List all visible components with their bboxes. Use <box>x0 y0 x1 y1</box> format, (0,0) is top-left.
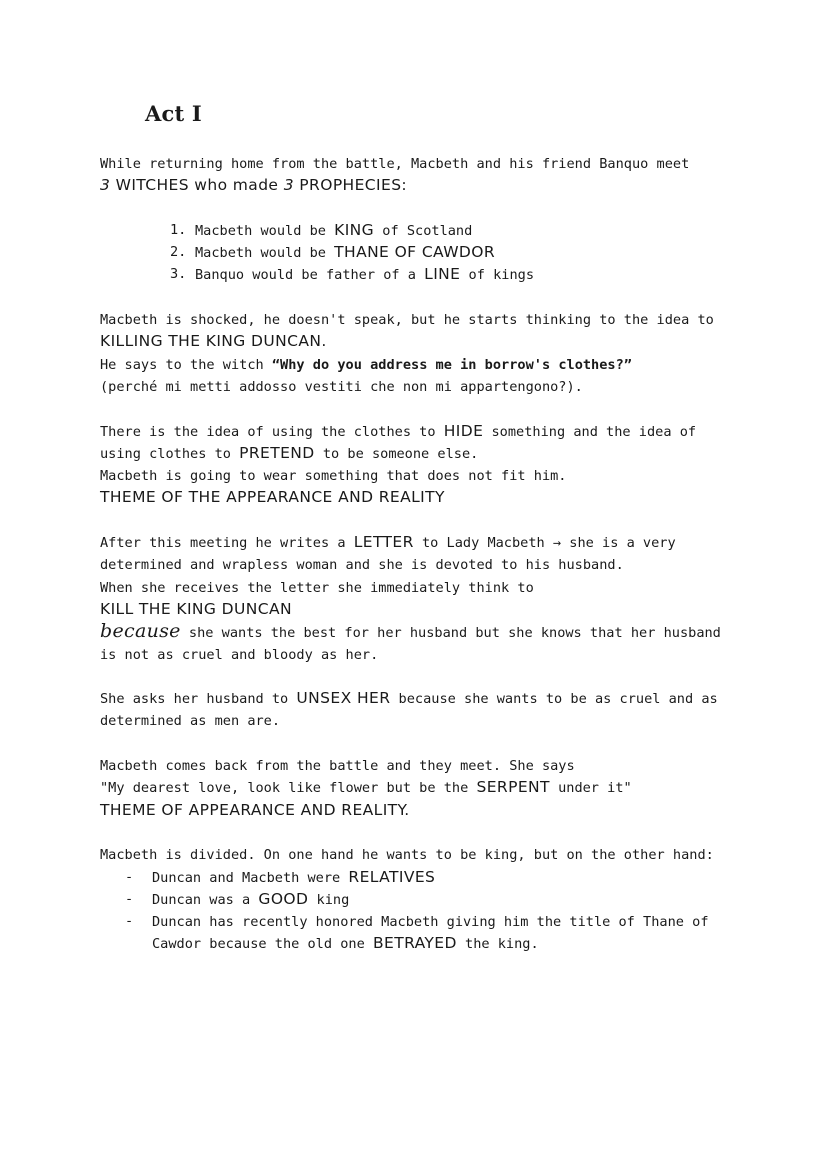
text-run-display: RELATIVES <box>348 867 436 886</box>
text-run-display: THANE OF CAWDOR <box>334 243 496 262</box>
text-run-mono: under it" <box>549 780 632 797</box>
text-line <box>152 866 728 888</box>
text-line <box>100 174 728 196</box>
text-run-mono: the king. <box>456 936 539 953</box>
text-line <box>100 531 728 553</box>
text-run-script: because <box>100 620 181 643</box>
text-run-mono: to be someone else. <box>314 445 479 462</box>
text-run-mono: of Scotland <box>374 222 473 239</box>
paragraph-block <box>100 531 728 665</box>
text-run-mono: Duncan has recently honored Macbeth giving him the title of Thane of <box>152 914 709 931</box>
text-run-mono: Cawdor because the old one <box>152 936 373 953</box>
list-marker: - <box>125 868 134 885</box>
text-run-mono: is not as cruel and bloody as her. <box>100 646 379 663</box>
paragraph-block <box>100 843 728 865</box>
text-line <box>100 687 728 709</box>
text-line <box>100 375 728 397</box>
list-item <box>170 263 728 285</box>
text-line <box>195 219 728 241</box>
text-line <box>152 888 728 910</box>
text-run-display: GOOD <box>258 889 309 908</box>
text-line <box>195 241 728 263</box>
text-line <box>100 442 728 464</box>
list-marker: - <box>125 913 134 930</box>
text-line <box>152 910 728 932</box>
paragraph-block <box>100 308 728 397</box>
text-line <box>195 263 728 285</box>
text-line <box>100 776 728 798</box>
list-block <box>100 219 728 286</box>
list-item-body <box>152 910 728 955</box>
page-title: Act I <box>145 101 202 126</box>
text-run-mono: to Lady Macbeth → she is a very <box>413 535 676 552</box>
text-run-mono: Duncan and Macbeth were <box>152 869 349 886</box>
text-run-display-italic: 3 <box>100 176 116 195</box>
document-body <box>100 152 728 955</box>
text-line <box>100 353 728 375</box>
text-run-display: LINE <box>424 265 461 284</box>
text-run-display: HIDE <box>443 421 484 440</box>
text-line <box>100 152 728 174</box>
text-run-display: LETTER <box>353 533 414 552</box>
text-run-mono: Macbeth would be <box>195 222 335 239</box>
list-block <box>100 866 728 955</box>
text-run-mono: She asks her husband to <box>100 691 297 708</box>
text-run-display: SERPENT <box>476 778 550 797</box>
text-run-display: BETRAYED <box>372 934 457 953</box>
text-run-mono: determined and wrapless woman and she is devoted to his husband. <box>100 557 624 574</box>
list-item-body <box>195 263 728 285</box>
text-run-mono: Banquo would be father of a <box>195 267 425 284</box>
text-line <box>100 330 728 352</box>
list-item-body <box>152 888 728 910</box>
list-item <box>170 241 728 263</box>
text-run-mono: Macbeth comes back from the battle and they meet. She says <box>100 758 575 775</box>
text-run-display: PROPHECIES: <box>299 176 408 195</box>
list-item-body <box>195 241 728 263</box>
text-run-display: KILLING THE KING DUNCAN. <box>100 332 327 351</box>
paragraph-block <box>100 687 728 732</box>
text-run-mono: Macbeth is divided. On one hand he wants to be king, but on the other hand: <box>100 847 714 864</box>
text-run-mono: While returning home from the battle, Macbeth and his friend Banquo meet <box>100 156 690 172</box>
text-run-mono: He says to the witch <box>100 356 272 373</box>
text-run-mono: (perché mi metti addosso vestiti che non mi appartengono?). <box>100 378 583 395</box>
text-run-mono: After this meeting he writes a <box>100 535 354 552</box>
text-run-display: KILL THE KING DUNCAN <box>100 599 292 618</box>
text-run-display: UNSEX HER <box>296 689 391 708</box>
paragraph-block <box>100 420 728 509</box>
text-run-mono: Duncan was a <box>152 891 259 908</box>
text-run-mono: king <box>308 891 350 908</box>
text-line <box>100 553 728 575</box>
text-run-mono: of kings <box>460 267 535 284</box>
paragraph-block <box>100 754 728 821</box>
text-run-mono: There is the idea of using the clothes to <box>100 423 444 440</box>
text-run-mono: Macbeth is going to wear something that does not fit him. <box>100 468 567 485</box>
list-marker: 1. <box>170 221 187 238</box>
text-run-mono-bold: “Why do you address me in borrow's clothes?” <box>271 356 632 373</box>
text-line <box>100 799 728 821</box>
text-run-mono: because she wants to be as cruel and as <box>390 691 718 708</box>
text-run-mono: "My dearest love, look like flower but be the <box>100 780 477 797</box>
list-marker: 3. <box>170 266 187 283</box>
text-line <box>100 643 728 665</box>
list-item <box>125 910 728 955</box>
text-line <box>100 576 728 598</box>
text-run-mono: Macbeth is shocked, he doesn't speak, but he starts thinking to the idea to <box>100 312 714 329</box>
text-line <box>100 420 728 442</box>
text-run-mono: When she receives the letter she immediately think to <box>100 579 534 596</box>
text-run-display: THEME OF THE APPEARANCE AND REALITY <box>100 488 445 507</box>
text-line <box>152 932 728 954</box>
text-line <box>100 486 728 508</box>
list-item-body <box>195 219 728 241</box>
text-line <box>100 598 728 620</box>
text-line <box>100 464 728 486</box>
text-run-display: WITCHES who made <box>115 176 284 195</box>
text-run-display: PRETEND <box>239 443 315 462</box>
text-line <box>100 843 728 865</box>
text-line <box>100 754 728 776</box>
list-item <box>125 888 728 910</box>
list-marker: 2. <box>170 244 187 261</box>
text-run-display: KING <box>334 220 375 239</box>
list-item <box>125 866 728 888</box>
text-run-mono: she wants the best for her husband but she knows that her husband <box>180 625 721 642</box>
text-run-display: THEME OF APPEARANCE AND REALITY. <box>100 800 410 819</box>
text-run-mono: something and the idea of <box>483 423 697 440</box>
document-content <box>100 101 728 977</box>
text-run-display-italic: 3 <box>283 176 300 195</box>
text-run-mono: Macbeth would be <box>195 245 335 262</box>
list-marker: - <box>125 890 134 907</box>
paragraph-block <box>100 152 728 197</box>
text-run-mono: determined as men are. <box>100 713 281 730</box>
text-line <box>100 620 728 642</box>
list-item-body <box>152 866 728 888</box>
text-line <box>100 709 728 731</box>
list-item <box>170 219 728 241</box>
text-line <box>100 308 728 330</box>
text-run-mono: using clothes to <box>100 445 240 462</box>
